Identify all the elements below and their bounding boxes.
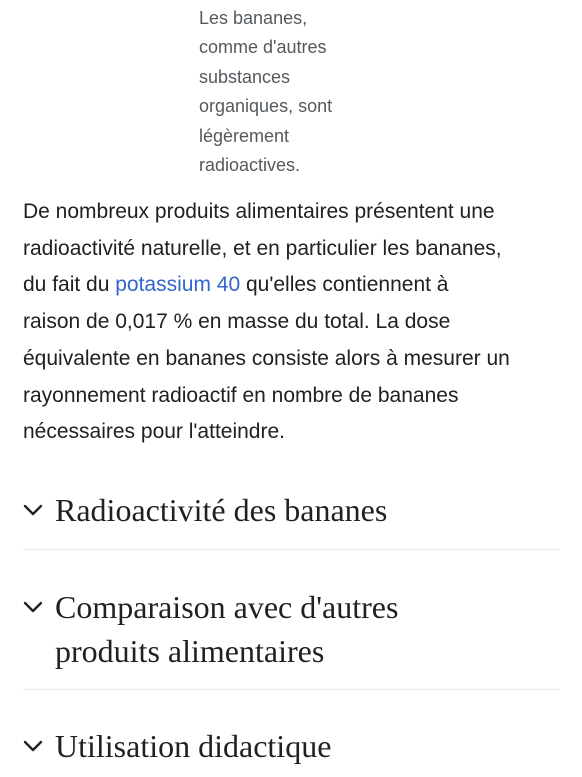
image-caption bbox=[199, 4, 399, 180]
section-utilisation-didactique[interactable] bbox=[23, 724, 560, 768]
section-radioactivite-des-bananes[interactable] bbox=[23, 488, 560, 532]
intro-line: radioactivité naturelle, et en particulier les bananes, bbox=[23, 236, 502, 260]
intro-line: raison de 0,017 % en masse du total. La dose bbox=[23, 310, 451, 334]
caption-line: légèrement bbox=[199, 125, 290, 146]
section-heading-line: produits alimentaires bbox=[55, 633, 325, 669]
caption-line: organiques, sont bbox=[199, 96, 333, 117]
intro-line: De nombreux produits alimentaires présentent une bbox=[23, 200, 495, 223]
potassium-40-link[interactable]: potassium 40 bbox=[115, 273, 241, 297]
chevron-down-icon bbox=[23, 739, 43, 753]
section-comparaison[interactable] bbox=[23, 585, 560, 673]
intro-text: du fait du bbox=[23, 273, 116, 297]
intro-line: rayonnement radioactif en nombre de bananes bbox=[23, 383, 459, 407]
section-heading bbox=[55, 724, 331, 768]
intro-line bbox=[23, 267, 568, 304]
intro-line: équivalente en bananes consiste alors à mesurer un bbox=[23, 346, 510, 370]
intro-line: nécessaires pour l'atteindre. bbox=[23, 420, 285, 444]
section-divider bbox=[23, 689, 560, 690]
section-heading bbox=[55, 585, 398, 673]
section-heading-line: Radioactivité des bananes bbox=[55, 492, 388, 528]
caption-line: radioactives. bbox=[199, 155, 301, 176]
section-heading-line: Comparaison avec d'autres bbox=[55, 589, 399, 625]
intro-paragraph bbox=[23, 194, 568, 451]
chevron-down-icon bbox=[23, 503, 43, 517]
section-heading-line: Utilisation didactique bbox=[55, 728, 332, 764]
caption-line: Les bananes, bbox=[199, 8, 308, 28]
caption-line: comme d'autres bbox=[199, 37, 327, 58]
section-divider bbox=[23, 549, 560, 550]
section-heading bbox=[55, 488, 387, 532]
chevron-down-icon bbox=[23, 600, 43, 614]
caption-line: substances bbox=[199, 66, 291, 87]
intro-text: qu'elles contiennent à bbox=[240, 273, 449, 297]
